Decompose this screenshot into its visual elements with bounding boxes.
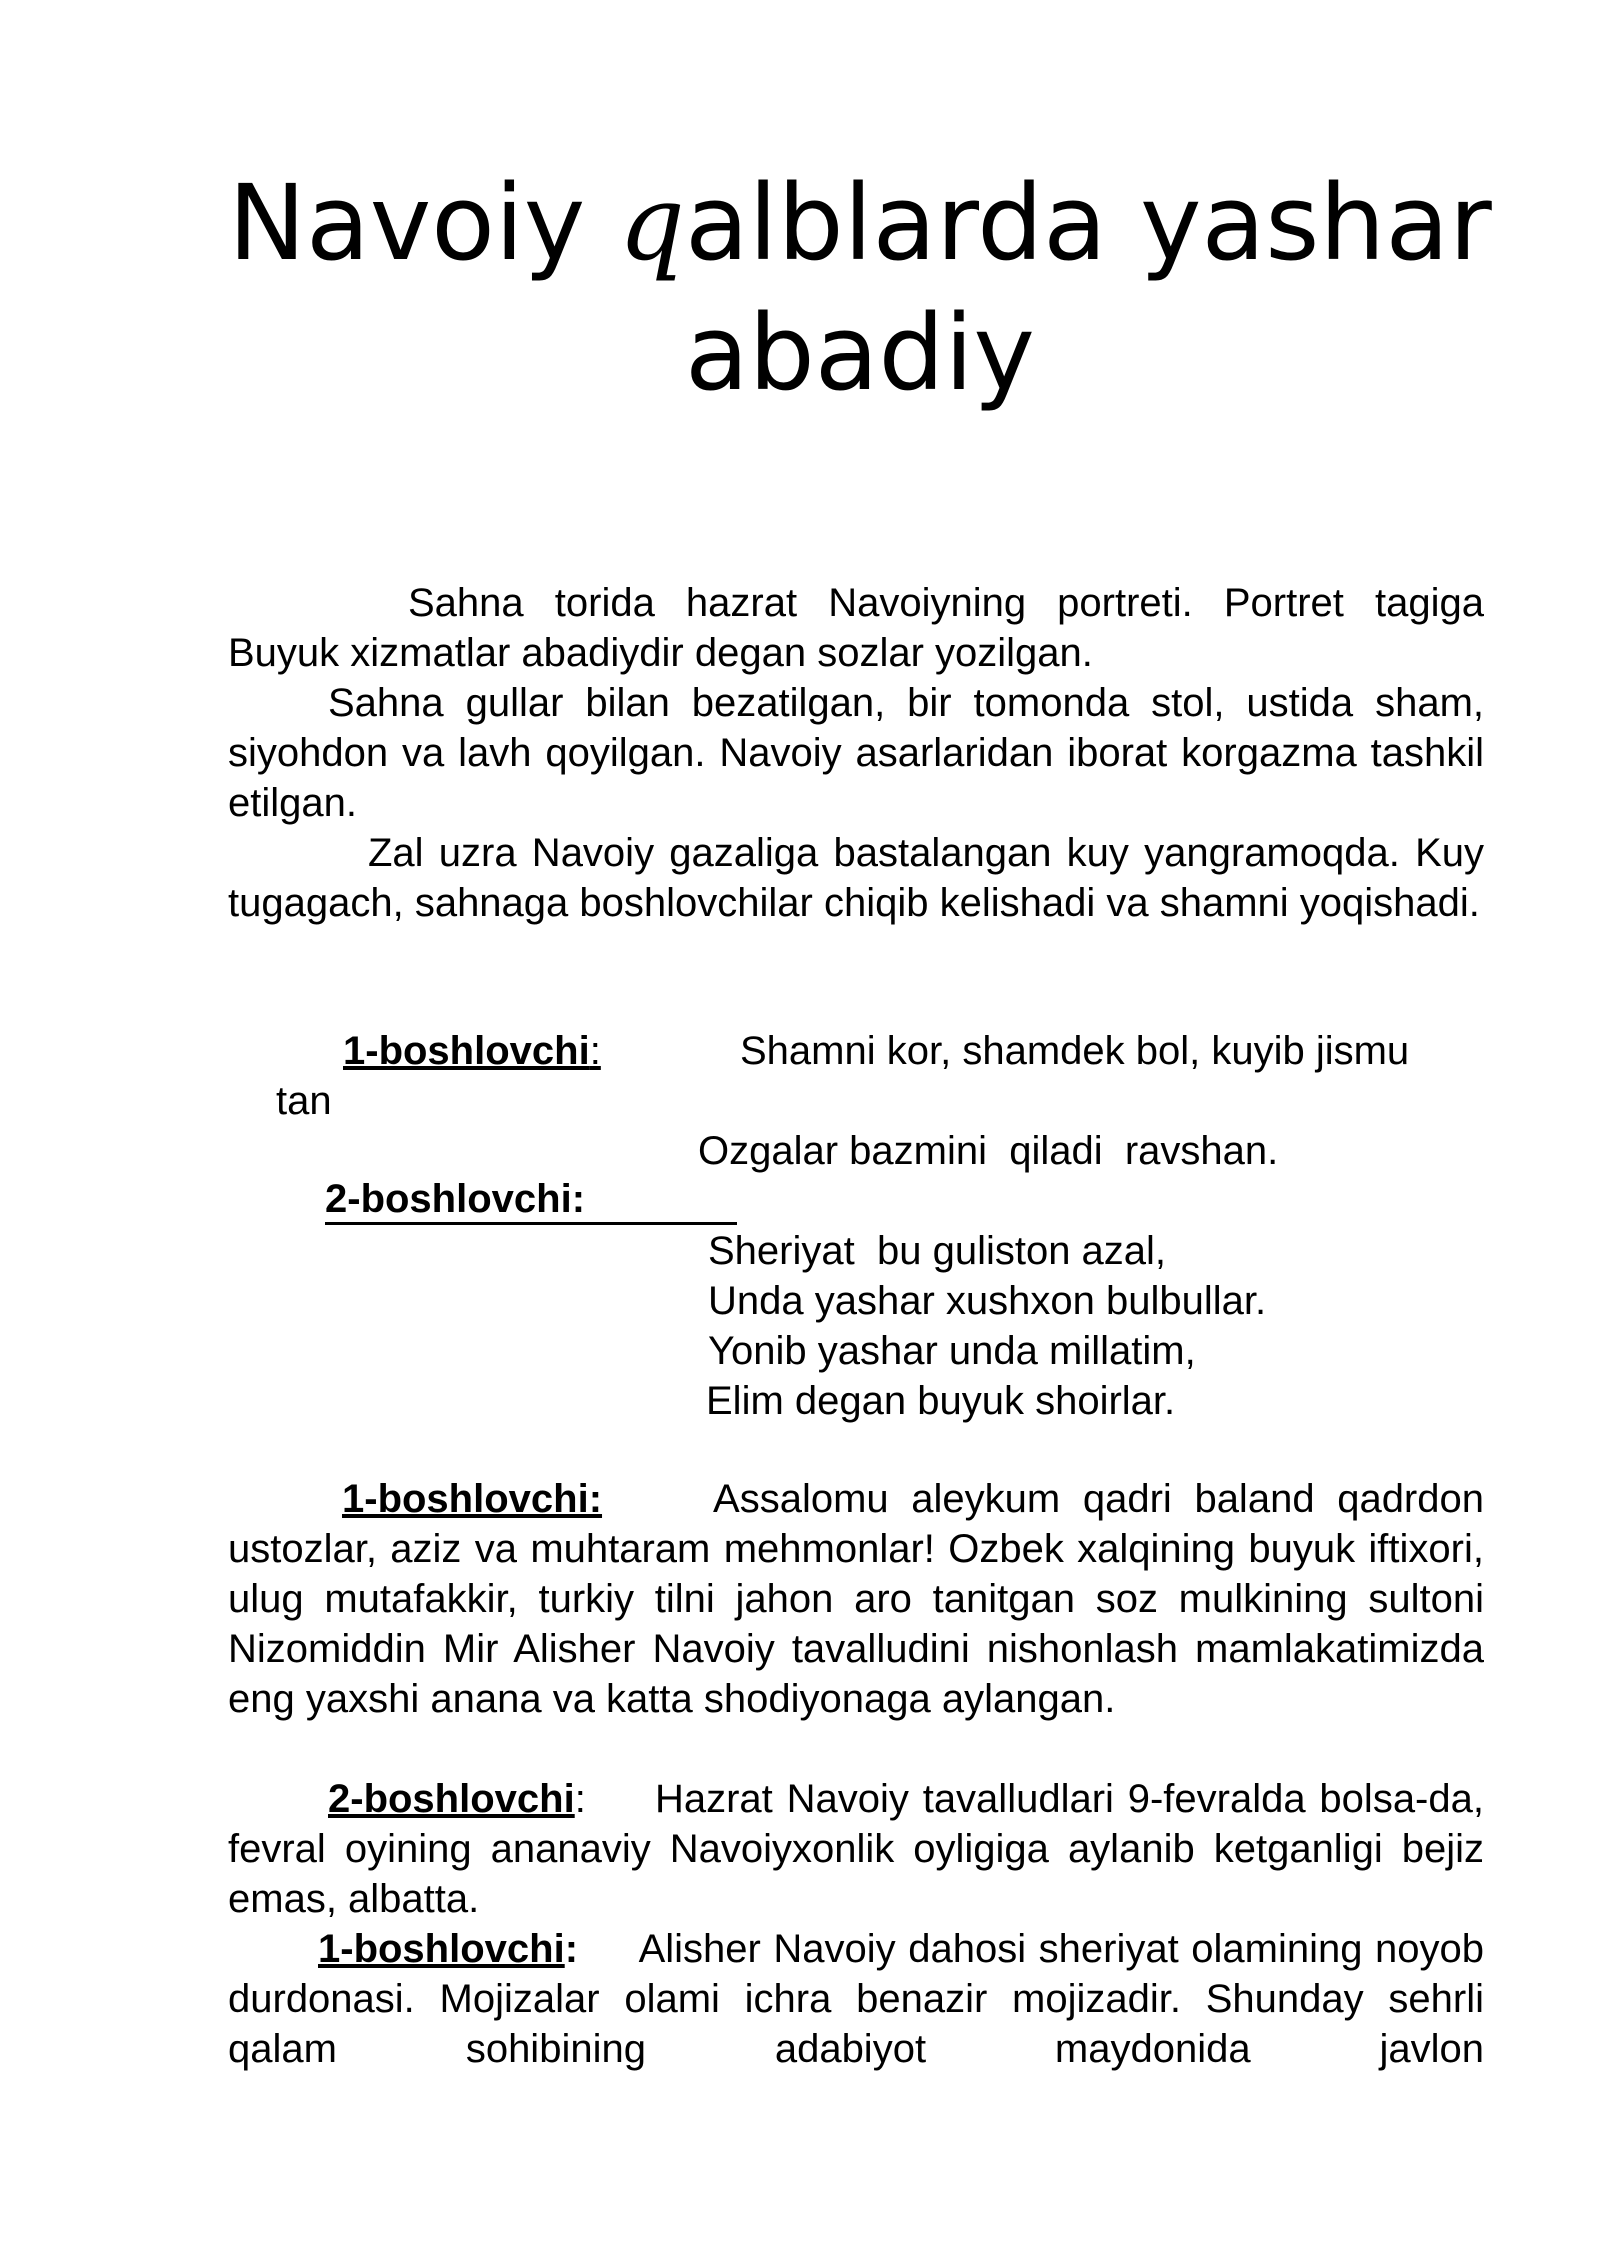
verse-line: Unda yashar xushxon bulbullar. [708,1279,1267,1323]
speaker-name: 1-boshlovchi [318,1927,565,1971]
dialogue-paragraph-3 [228,1474,1484,1724]
verse-line: Yonib yashar unda millatim, [708,1329,1196,1373]
intro-paragraph-1: Sahna torida hazrat Navoiyning portreti. Portret tagiga Buyuk xizmatlar abadiydir degan sozlar yozilgan. [228,581,1484,675]
speaker-label-2 [325,1176,737,1225]
speaker-name: 1-boshlovchi: [342,1477,603,1521]
intro-paragraph-2: Sahna gullar bilan bezatilgan, bir tomonda stol, ustida sham, siyohdon va lavh qoyilgan. Navoiy asarlaridan iborat korgazma tashkil etilgan. [228,681,1484,825]
verse-line: Sheriyat bu guliston azal, [708,1229,1167,1273]
speaker-label-1 [343,1026,601,1076]
dialogue-text: Hazrat Navoiy tavalludlari 9-fevralda bolsa-da, fevral oyining ananaviy Navoiyxonlik oyligiga aylanib ketganligi bejiz emas, albatta. [228,1777,1484,1921]
speaker-colon: : [589,1029,601,1073]
dialogue-paragraph-4 [228,1774,1484,1924]
dialogue-text: Assalomu aleykum qadri baland qadrdon ustozlar, aziz va muhtaram mehmonlar! Ozbek xalqining buyuk iftixori, ulug mutafakkir, turkiy tilni jahon aro tanitgan soz mulkining sultoni Nizomiddin Mir Alisher Navoiy tavalludini nishonlash mamlakatimizda eng yaxshi anana va katta shodiyonaga aylangan. [228,1477,1484,1721]
speaker-name: 1-boshlovchi [343,1029,590,1073]
title-italic-q: q [618,162,685,284]
title-part-2: alblarda yashar [684,162,1492,284]
title-part-1: Navoiy [228,162,619,284]
dialogue-text: Alisher Navoiy dahosi sheriyat olamining noyob durdonasi. Mojizalar olami ichra benazir mojizadir. Shunday sehrli qalam sohibining adabiyot maydonida javlon [228,1927,1484,2071]
dialogue-paragraph-5 [228,1924,1484,2074]
intro-paragraph-3: Zal uzra Navoiy gazaliga bastalangan kuy yangramoqda. Kuy tugagach, sahnaga boshlovchilar chiqib kelishadi va shamni yoqishadi. [228,831,1484,925]
speaker-name: 2-boshlovchi [328,1777,575,1821]
document-title [200,158,1520,288]
verse-line: Ozgalar bazmini qiladi ravshan. [698,1129,1279,1173]
verse-line: Shamni kor, shamdek bol, kuyib jismu [740,1029,1410,1073]
speaker-colon: : [564,1927,579,1971]
verse-line: Elim degan buyuk shoirlar. [706,1379,1176,1423]
document-title-line-2: abadiy [685,292,1035,414]
speaker-name: 2-boshlovchi: [325,1177,586,1221]
verse-line-wrap: tan [276,1079,332,1123]
speaker-colon: : [574,1777,586,1821]
